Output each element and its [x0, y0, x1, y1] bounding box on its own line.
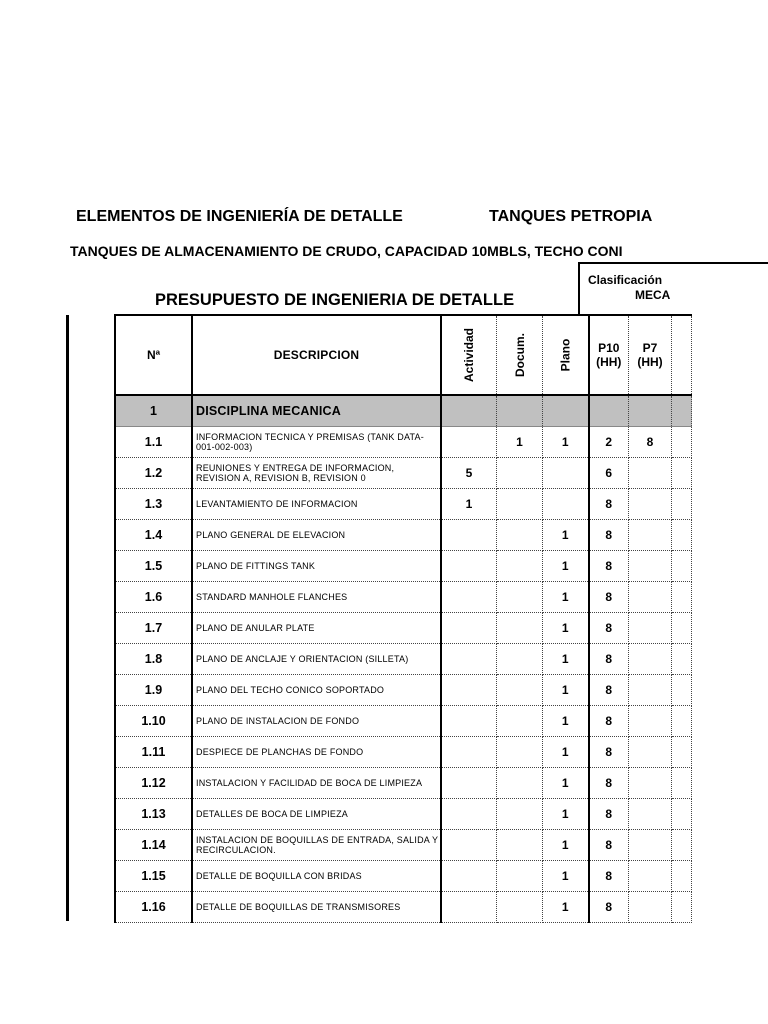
- item-number: 1.9: [115, 674, 192, 705]
- item-extra: [672, 736, 692, 767]
- table-row: [115, 426, 692, 457]
- item-docum: [497, 767, 543, 798]
- item-actividad: [441, 612, 497, 643]
- item-number: 1.4: [115, 519, 192, 550]
- item-p7-hours: [629, 891, 672, 922]
- col-header-docum: [497, 315, 543, 395]
- table-header-row: [115, 315, 692, 395]
- item-description: PLANO DE ANULAR PLATE: [192, 612, 441, 643]
- discipline-row: [115, 395, 692, 426]
- item-description: PLANO DEL TECHO CONICO SOPORTADO: [192, 674, 441, 705]
- table-row: [115, 457, 692, 488]
- item-description: INSTALACION Y FACILIDAD DE BOCA DE LIMPIEZA: [192, 767, 441, 798]
- item-docum: [497, 612, 543, 643]
- item-p10-hours: 8: [589, 767, 629, 798]
- item-number: 1.15: [115, 860, 192, 891]
- item-actividad: [441, 426, 497, 457]
- table-row: [115, 736, 692, 767]
- item-plano: 1: [543, 860, 589, 891]
- discipline-p7: [629, 395, 672, 426]
- item-number: 1.1: [115, 426, 192, 457]
- item-number: 1.3: [115, 488, 192, 519]
- item-number: 1.11: [115, 736, 192, 767]
- item-extra: [672, 488, 692, 519]
- item-extra: [672, 612, 692, 643]
- item-p7-hours: [629, 457, 672, 488]
- item-p7-hours: [629, 488, 672, 519]
- discipline-p10: [589, 395, 629, 426]
- item-number: 1.5: [115, 550, 192, 581]
- col-header-extra: [672, 315, 692, 395]
- item-extra: [672, 519, 692, 550]
- item-p10-hours: 8: [589, 798, 629, 829]
- item-actividad: [441, 519, 497, 550]
- item-docum: [497, 829, 543, 860]
- item-actividad: [441, 829, 497, 860]
- item-actividad: [441, 581, 497, 612]
- item-actividad: [441, 550, 497, 581]
- classification-sublabel: MECA: [635, 288, 671, 302]
- item-extra: [672, 705, 692, 736]
- item-description: LEVANTAMIENTO DE INFORMACION: [192, 488, 441, 519]
- item-docum: [497, 891, 543, 922]
- discipline-docum: [497, 395, 543, 426]
- item-number: 1.12: [115, 767, 192, 798]
- item-p10-hours: 8: [589, 891, 629, 922]
- item-plano: [543, 488, 589, 519]
- item-p10-hours: 6: [589, 457, 629, 488]
- item-description: PLANO DE ANCLAJE Y ORIENTACION (SILLETA): [192, 643, 441, 674]
- item-description: DETALLE DE BOQUILLAS DE TRANSMISORES: [192, 891, 441, 922]
- discipline-name: DISCIPLINA MECANICA: [192, 395, 441, 426]
- item-p10-hours: 8: [589, 860, 629, 891]
- table-row: [115, 519, 692, 550]
- item-number: 1.10: [115, 705, 192, 736]
- discipline-plano: [543, 395, 589, 426]
- item-description: DETALLE DE BOQUILLA CON BRIDAS: [192, 860, 441, 891]
- document-subtitle: TANQUES DE ALMACENAMIENTO DE CRUDO, CAPACIDAD 10MBLS, TECHO CONI: [70, 243, 623, 259]
- item-docum: [497, 860, 543, 891]
- item-actividad: [441, 643, 497, 674]
- item-actividad: [441, 674, 497, 705]
- table-row: [115, 705, 692, 736]
- item-docum: [497, 643, 543, 674]
- classification-header: [578, 262, 768, 315]
- item-p7-hours: [629, 519, 672, 550]
- table-row: [115, 860, 692, 891]
- item-plano: 1: [543, 612, 589, 643]
- item-description: PLANO DE FITTINGS TANK: [192, 550, 441, 581]
- item-p10-hours: 8: [589, 674, 629, 705]
- table-row: [115, 550, 692, 581]
- item-p10-hours: 8: [589, 550, 629, 581]
- item-plano: 1: [543, 581, 589, 612]
- document-title: ELEMENTOS DE INGENIERÍA DE DETALLE: [76, 208, 403, 225]
- item-description: REUNIONES Y ENTREGA DE INFORMACION, REVISION A, REVISION B, REVISION 0: [192, 457, 441, 488]
- table-row: [115, 798, 692, 829]
- item-number: 1.7: [115, 612, 192, 643]
- budget-title: PRESUPUESTO DE INGENIERIA DE DETALLE: [155, 291, 515, 309]
- item-actividad: [441, 891, 497, 922]
- item-docum: [497, 519, 543, 550]
- item-p7-hours: [629, 767, 672, 798]
- table-row: [115, 581, 692, 612]
- item-extra: [672, 426, 692, 457]
- item-number: 1.14: [115, 829, 192, 860]
- item-p10-hours: 8: [589, 488, 629, 519]
- table-row: [115, 767, 692, 798]
- col-header-docum-label: Docum.: [512, 332, 527, 378]
- item-extra: [672, 457, 692, 488]
- item-p7-hours: [629, 705, 672, 736]
- item-description: INFORMACION TECNICA Y PREMISAS (TANK DATA-001-002-003): [192, 426, 441, 457]
- item-extra: [672, 643, 692, 674]
- item-description: DETALLES DE BOCA DE LIMPIEZA: [192, 798, 441, 829]
- item-plano: 1: [543, 705, 589, 736]
- item-p10-hours: 8: [589, 705, 629, 736]
- item-extra: [672, 891, 692, 922]
- project-title: TANQUES PETROPIA: [489, 208, 653, 225]
- item-plano: 1: [543, 829, 589, 860]
- item-p10-hours: 8: [589, 829, 629, 860]
- item-plano: [543, 457, 589, 488]
- col-header-actividad: [441, 315, 497, 395]
- item-extra: [672, 581, 692, 612]
- discipline-number: 1: [115, 395, 192, 426]
- item-description: DESPIECE DE PLANCHAS DE FONDO: [192, 736, 441, 767]
- discipline-extra: [672, 395, 692, 426]
- item-number: 1.16: [115, 891, 192, 922]
- item-p10-hours: 8: [589, 643, 629, 674]
- item-actividad: 5: [441, 457, 497, 488]
- item-plano: 1: [543, 767, 589, 798]
- col-header-no: Nª: [115, 315, 192, 395]
- item-p10-hours: 8: [589, 519, 629, 550]
- budget-table: [114, 314, 692, 923]
- item-p7-hours: [629, 643, 672, 674]
- item-description: PLANO GENERAL DE ELEVACION: [192, 519, 441, 550]
- item-plano: 1: [543, 519, 589, 550]
- item-extra: [672, 860, 692, 891]
- item-p10-hours: 8: [589, 736, 629, 767]
- table-row: [115, 488, 692, 519]
- item-extra: [672, 674, 692, 705]
- item-p7-hours: [629, 550, 672, 581]
- item-plano: 1: [543, 674, 589, 705]
- item-p7-hours: [629, 581, 672, 612]
- table-row: [115, 643, 692, 674]
- item-docum: [497, 550, 543, 581]
- item-plano: 1: [543, 643, 589, 674]
- classification-label: Clasificación: [588, 273, 663, 287]
- item-extra: [672, 550, 692, 581]
- col-header-actividad-label: Actividad: [462, 327, 477, 383]
- item-p7-hours: [629, 798, 672, 829]
- item-p10-hours: 8: [589, 612, 629, 643]
- item-p7-hours: [629, 612, 672, 643]
- item-number: 1.6: [115, 581, 192, 612]
- col-header-description: DESCRIPCION: [192, 315, 441, 395]
- item-number: 1.2: [115, 457, 192, 488]
- item-p7-hours: [629, 736, 672, 767]
- item-extra: [672, 798, 692, 829]
- item-docum: [497, 705, 543, 736]
- item-docum: [497, 457, 543, 488]
- item-actividad: [441, 860, 497, 891]
- item-p7-hours: [629, 860, 672, 891]
- col-header-p10: P10 (HH): [589, 315, 629, 395]
- item-actividad: [441, 798, 497, 829]
- item-p10-hours: 8: [589, 581, 629, 612]
- item-number: 1.8: [115, 643, 192, 674]
- discipline-actividad: [441, 395, 497, 426]
- item-plano: 1: [543, 891, 589, 922]
- item-docum: [497, 674, 543, 705]
- table-row: [115, 891, 692, 922]
- item-extra: [672, 829, 692, 860]
- item-docum: [497, 798, 543, 829]
- table-row: [115, 829, 692, 860]
- table-row: [115, 612, 692, 643]
- item-actividad: [441, 736, 497, 767]
- col-header-plano: [543, 315, 589, 395]
- left-margin-bar: [66, 315, 69, 921]
- item-actividad: [441, 767, 497, 798]
- item-docum: [497, 488, 543, 519]
- item-p7-hours: [629, 674, 672, 705]
- item-p7-hours: 8: [629, 426, 672, 457]
- item-plano: 1: [543, 426, 589, 457]
- item-actividad: [441, 705, 497, 736]
- item-extra: [672, 767, 692, 798]
- item-description: INSTALACION DE BOQUILLAS DE ENTRADA, SALIDA Y RECIRCULACION.: [192, 829, 441, 860]
- item-actividad: 1: [441, 488, 497, 519]
- table-row: [115, 674, 692, 705]
- item-plano: 1: [543, 798, 589, 829]
- item-docum: [497, 581, 543, 612]
- item-docum: [497, 736, 543, 767]
- item-plano: 1: [543, 736, 589, 767]
- col-header-plano-label: Plano: [558, 338, 573, 372]
- item-p7-hours: [629, 829, 672, 860]
- item-description: PLANO DE INSTALACION DE FONDO: [192, 705, 441, 736]
- item-p10-hours: 2: [589, 426, 629, 457]
- col-header-p7: P7 (HH): [629, 315, 672, 395]
- item-number: 1.13: [115, 798, 192, 829]
- item-docum: 1: [497, 426, 543, 457]
- item-plano: 1: [543, 550, 589, 581]
- item-description: STANDARD MANHOLE FLANCHES: [192, 581, 441, 612]
